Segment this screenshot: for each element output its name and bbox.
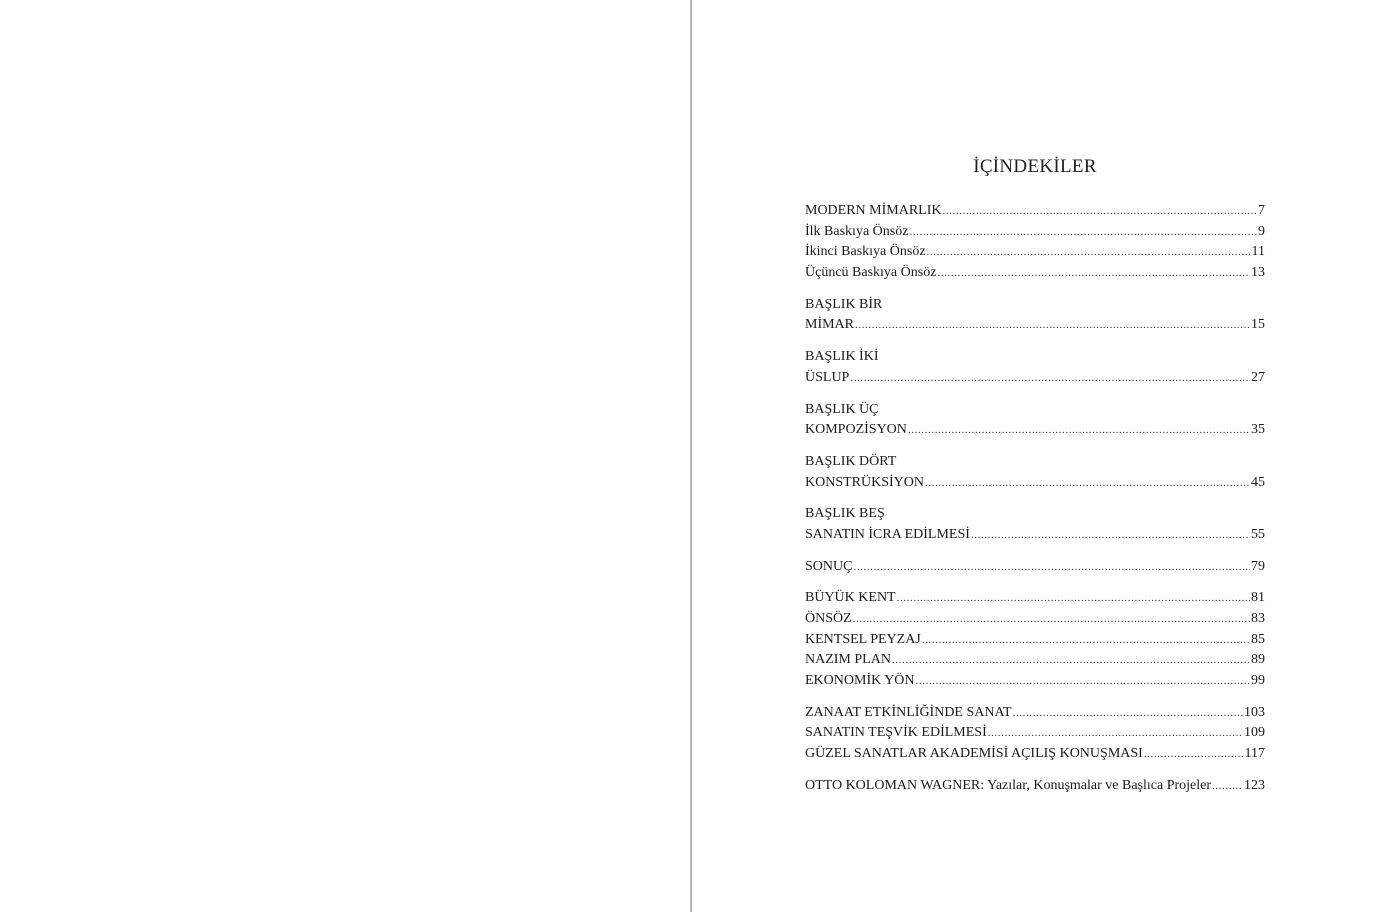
- toc-group-chapter-2: [805, 347, 1265, 388]
- toc-entry-page: 81: [1251, 590, 1265, 606]
- leader-dots: [892, 650, 1250, 671]
- toc-entry[interactable]: [805, 650, 1265, 671]
- toc-entry-page: 117: [1244, 746, 1265, 762]
- toc-group-conclusion: [805, 557, 1265, 578]
- leader-dots: [909, 222, 1257, 243]
- toc-entry-page: 123: [1244, 777, 1265, 793]
- toc-section-heading: BAŞLIK İKİ: [805, 349, 879, 365]
- toc-entry-page: 103: [1244, 704, 1265, 720]
- toc-entry[interactable]: [805, 723, 1265, 744]
- toc-entry[interactable]: [805, 525, 1265, 546]
- toc-entry[interactable]: [805, 222, 1265, 243]
- leader-dots: [925, 473, 1250, 494]
- toc-entry-page: 55: [1251, 526, 1265, 542]
- toc-entry-label: NAZIM PLAN: [805, 652, 891, 668]
- leader-dots: [988, 723, 1243, 744]
- leader-dots: [922, 630, 1250, 651]
- leader-dots: [1212, 776, 1243, 797]
- toc-entry-page: 45: [1251, 474, 1265, 490]
- toc-entry-page: 99: [1251, 673, 1265, 689]
- toc-entry-label: İlk Baskıya Önsöz: [805, 223, 909, 239]
- leader-dots: [937, 263, 1250, 284]
- toc-entry-label: KENTSEL PEYZAJ: [805, 631, 921, 647]
- toc-entry[interactable]: [805, 263, 1265, 284]
- toc-entry[interactable]: [805, 315, 1265, 336]
- toc-group-chapter-5: [805, 504, 1265, 545]
- leader-dots: [1144, 744, 1244, 765]
- leader-dots: [853, 609, 1250, 630]
- toc-entry-label: ZANAAT ETKİNLİĞİNDE SANAT: [805, 704, 1012, 720]
- leader-dots: [971, 525, 1250, 546]
- toc-group-chapter-3: [805, 400, 1265, 441]
- toc-entry-page: 7: [1258, 203, 1265, 218]
- toc-entry-page: 15: [1251, 317, 1265, 333]
- left-page-blank: [0, 0, 690, 912]
- toc-entry-label: EKONOMİK YÖN: [805, 673, 915, 689]
- toc-entry[interactable]: [805, 588, 1265, 609]
- toc-section-heading: BAŞLIK DÖRT: [805, 453, 897, 469]
- toc-entry[interactable]: [805, 776, 1265, 797]
- toc-entry[interactable]: [805, 557, 1265, 578]
- toc-entry[interactable]: [805, 473, 1265, 494]
- leader-dots: [916, 671, 1250, 692]
- toc-entry-label: OTTO KOLOMAN WAGNER: Yazılar, Konuşmalar ve Başlıca Projeler: [805, 777, 1212, 793]
- toc-entry-page: 83: [1251, 611, 1265, 626]
- leader-dots: [1013, 703, 1243, 724]
- toc-entry-label: KOMPOZİSYON: [805, 422, 907, 438]
- toc-title: İÇİNDEKİLER: [973, 156, 1097, 177]
- toc-entry-page: 11: [1251, 244, 1265, 260]
- toc-entry-label: ÖNSÖZ: [805, 611, 852, 626]
- toc-entry-page: 35: [1251, 422, 1265, 438]
- toc-entry[interactable]: [805, 368, 1265, 389]
- toc-entry-page: 85: [1251, 631, 1265, 647]
- toc-group-big-city: [805, 588, 1265, 691]
- leader-dots: [927, 242, 1251, 263]
- toc-entry[interactable]: [805, 744, 1265, 765]
- toc-group-chapter-4: [805, 452, 1265, 493]
- toc-entry[interactable]: [805, 671, 1265, 692]
- toc-section-heading: BAŞLIK ÜÇ: [805, 401, 879, 417]
- toc-entry-label: MODERN MİMARLIK: [805, 203, 942, 218]
- toc-section-heading: BAŞLIK BİR: [805, 296, 883, 312]
- toc-entry-page: 109: [1244, 725, 1265, 741]
- toc-entry[interactable]: [805, 242, 1265, 263]
- leader-dots: [855, 315, 1250, 336]
- leader-dots: [850, 368, 1250, 389]
- toc-entry[interactable]: [805, 609, 1265, 630]
- toc-group-appendix: [805, 776, 1265, 797]
- toc-entry-label: KONSTRÜKSİYON: [805, 474, 925, 490]
- toc-entry-label: SONUÇ: [805, 558, 853, 574]
- leader-dots: [897, 588, 1250, 609]
- toc-entry-page: 89: [1251, 652, 1265, 668]
- leader-dots: [908, 420, 1250, 441]
- toc-entry-page: 79: [1251, 558, 1265, 574]
- toc-section-heading: BAŞLIK BEŞ: [805, 506, 885, 522]
- toc-entry-page: 9: [1258, 223, 1265, 239]
- toc-entry[interactable]: [805, 630, 1265, 651]
- toc-entry[interactable]: [805, 201, 1265, 222]
- toc-entry-label: SANATIN İCRA EDİLMESİ: [805, 526, 970, 542]
- toc-entry-label: MİMAR: [805, 317, 855, 333]
- leader-dots: [853, 557, 1250, 578]
- table-of-contents: [805, 201, 1265, 808]
- toc-entry-label: SANATIN TEŞVİK EDİLMESİ: [805, 725, 987, 741]
- toc-group-craft: [805, 703, 1265, 765]
- toc-group-chapter-1: [805, 295, 1265, 336]
- toc-entry-label: Üçüncü Baskıya Önsöz: [805, 265, 937, 281]
- toc-entry-page: 27: [1251, 369, 1265, 385]
- toc-entry[interactable]: [805, 703, 1265, 724]
- toc-entry[interactable]: [805, 420, 1265, 441]
- toc-entry-label: BÜYÜK KENT: [805, 590, 896, 606]
- toc-entry-label: GÜZEL SANATLAR AKADEMİSİ AÇILIŞ KONUŞMASI: [805, 746, 1143, 762]
- toc-entry-page: 13: [1251, 265, 1265, 281]
- toc-entry-label: ÜSLUP: [805, 369, 850, 385]
- leader-dots: [943, 201, 1258, 222]
- toc-entry-label: İkinci Baskıya Önsöz: [805, 244, 926, 260]
- toc-group-intro: [805, 201, 1265, 284]
